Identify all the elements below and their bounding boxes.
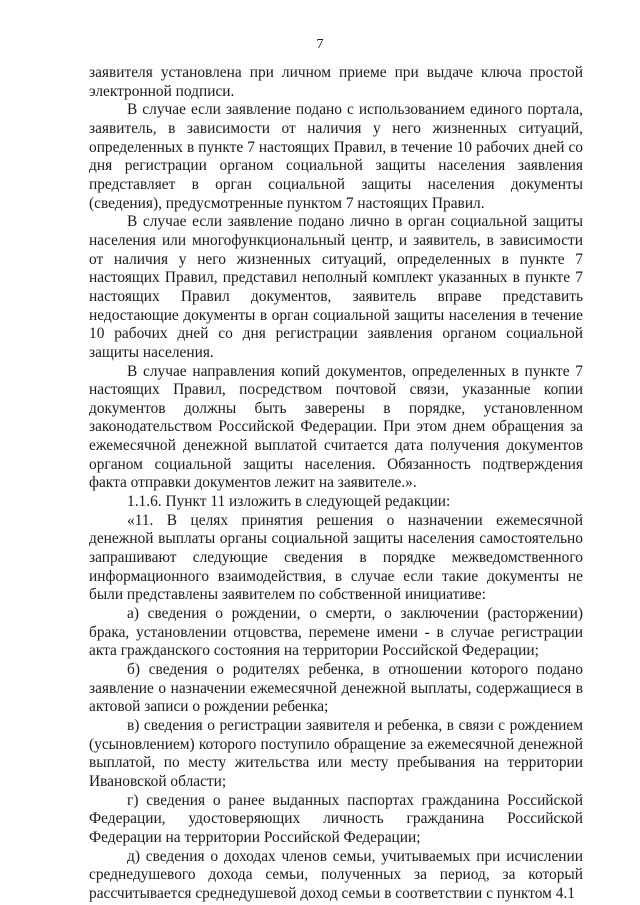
list-item-g: г) сведения о ранее выданных паспортах гражданина Российской Федерации, удостоверяющих личность гражданина Российской Федерации на территории Российской Федерации; <box>89 791 583 846</box>
paragraph-clause-11: «11. В целях принятия решения о назначении ежемесячной денежной выплаты органы социальной защиты населения самостоятельно запрашивают следующие сведения в порядке межведомственного информационного взаимодействия, в случае если такие документы не были представлены заявителем по собственной инициативе: <box>89 511 583 604</box>
paragraph-portal-submission: В случае если заявление подано с использованием единого портала, заявитель, в зависимости от наличия у него жизненных ситуаций, определенных в пункте 7 настоящих Правил, в течение 10 рабочих дней со дня регистрации органом социальной защиты населения заявления представляет в орган социальной защиты населения документы (сведения), предусмотренные пунктом 7 настоящих Правил. <box>89 101 583 212</box>
paragraph-personal-submission: В случае если заявление подано лично в орган социальной защиты населения или многофункциональный центр, и заявитель, в зависимости от наличия у него жизненных ситуаций, определенных в пункте 7 настоящих Правил, представил неполный комплект указанных в пункте 7 настоящих Правил документов, заявитель вправе представить недостающие документы в орган социальной защиты населения в течение 10 рабочих дней со дня регистрации заявления органом социальной защиты населения. <box>89 213 583 361</box>
body-text <box>89 64 583 904</box>
page-number: 7 <box>316 37 324 52</box>
list-item-v: в) сведения о регистрации заявителя и ребенка, в связи с рождением (усыновлением) которого поступило обращение за ежемесячной денежной выплатой, по месту жительства или месту пребывания на территории Ивановской области; <box>89 716 583 790</box>
list-item-a: а) сведения о рождении, о смерти, о заключении (расторжении) брака, установлении отцовства, перемене имени - в случае регистрации акта гражданского состояния на территории Российской Федерации; <box>89 605 583 660</box>
paragraph-amendment-heading: 1.1.6. Пункт 11 изложить в следующей редакции: <box>127 493 451 511</box>
paragraph-continuation: заявителя установлена при личном приеме при выдаче ключа простой электронной подписи. <box>89 64 583 100</box>
paragraph-postal-submission: В случае направления копий документов, определенных в пункте 7 настоящих Правил, посредством почтовой связи, указанные копии документов должны быть заверены в порядке, установленном законодательством Российской Федерации. При этом днем обращения за ежемесячной денежной выплатой считается дата получения документов органом социальной защиты населения. Обязанность подтверждения факта отправки документов лежит на заявителе.». <box>89 362 583 492</box>
list-item-d: д) сведения о доходах членов семьи, учитываемых при исчислении среднедушевого дохода семьи, полученных за период, за который рассчитывается среднедушевой доход семьи в соответствии с пунктом 4.1 <box>89 847 583 902</box>
list-item-b: б) сведения о родителях ребенка, в отношении которого подано заявление о назначении ежемесячной денежной выплаты, содержащиеся в актовой записи о рождении ребенка; <box>89 661 583 716</box>
